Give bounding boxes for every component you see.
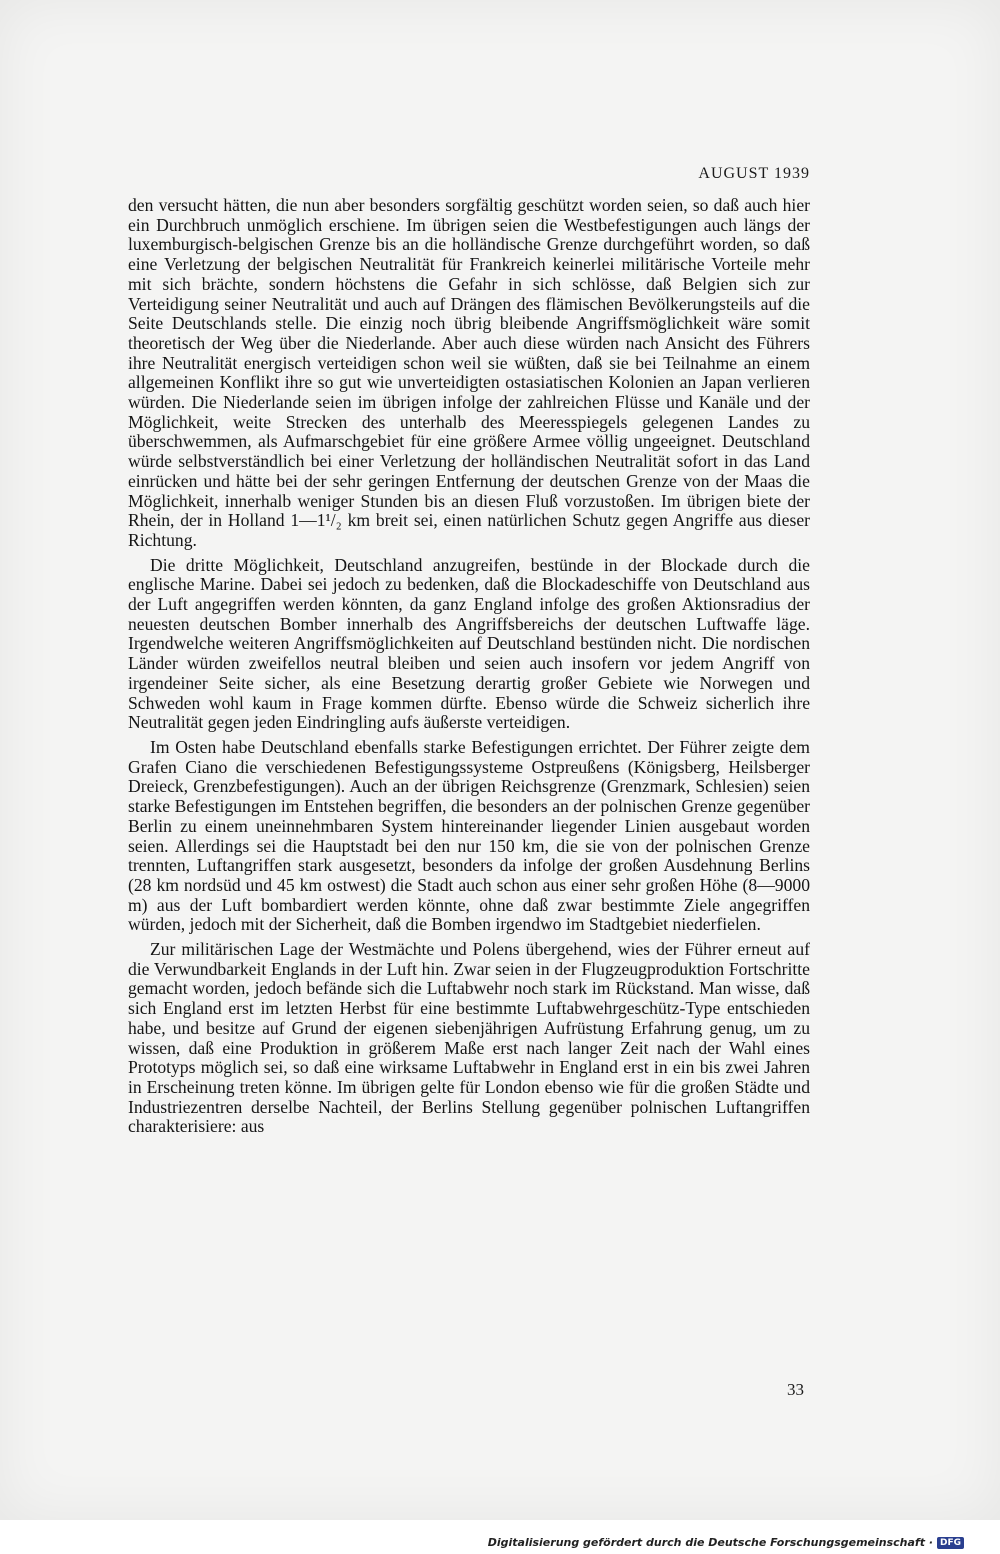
- dfg-logo-icon: DFG: [937, 1537, 964, 1549]
- body-text: [128, 196, 810, 1137]
- page-number: 33: [787, 1380, 804, 1399]
- paragraph-3: Im Osten habe Deutschland ebenfalls starke Befestigungen errichtet. Der Führer zeigte dem Grafen Ciano die verschiedenen Befestigungssysteme Ostpreußens (Königsberg, Heilsberger Dreieck, Grenzbefestigungen). Auch an der übrigen Reichsgrenze (Grenzmark, Schlesien) seien starke Befestigungen im Entstehen begriffen, die besonders an der polnischen Grenze gegenüber Berlin zu einem uneinnehmbaren System hintereinander liegender Linien ausgebaut worden seien. Allerdings sei die Hauptstadt bei den nur 150 km, die sie von der polnischen Grenze trennten, Luftangriffen stark ausgesetzt, besonders da infolge der großen Ausdehnung Berlins (28 km nordsüd und 45 km ostwest) die Stadt auch schon aus einer sehr großen Höhe (8—9000 m) aus der Luft bombardiert werden könnte, ohne daß zwar bestimmte Ziele angegriffen würden, jedoch mit der Sicherheit, daß die Bomben irgendwo im Stadtgebiet niederfielen.: [128, 736, 810, 935]
- paragraph-1: den versucht hätten, die nun aber besonders sorgfältig geschützt worden seien, so daß auch hier ein Durchbruch unmöglich erschiene. Im übrigen seien die Westbefestigungen auch längs der luxemburgisch-belgischen Grenze bis an die holländische Grenze durchgeführt worden, so daß eine Verletzung der belgischen Neutralität für Frankreich keinerlei militärische Vorteile mehr mit sich brächte, sondern höchstens die Gefahr in sich schlösse, daß Belgien sich zur Verteidigung seiner Neutralität und auch auf Drängen des flämischen Bevölkerungsteils auf die Seite Deutschlands stelle. Die einzig noch übrig bleibende Angriffsmöglichkeit wäre somit theoretisch der Weg über die Niederlande. Aber auch diese würden nach Ansicht des Führers ihre Neutralität energisch verteidigen schon weil sie wüßten, daß sie bei Teilnahme an einem allgemeinen Konflikt ihre so gut wie unverteidigten ostasiatischen Kolonien an Japan verlieren würden. Die Niederlande seien im übrigen infolge der zahlreichen Flüsse und Kanäle und der Möglichkeit, weite Strecken des unterhalb des Meeresspiegels gelegenen Landes zu überschwemmen, als Aufmarschgebiet für eine größere Armee völlig ungeeignet. Deutschland würde selbstverständlich bei einer Verletzung der holländischen Neutralität sofort in das Land einrücken und hätte bei der sehr geringen Entfernung der deutschen Grenze von der Maas die Möglichkeit, innerhalb weniger Stunden bis an diesen Fluß vorzustoßen. Im übrigen biete der Rhein, der in Holland 1—1¹/₂ km breit sei, einen natürlichen Schutz gegen Angriffe aus dieser Richtung.: [128, 195, 810, 550]
- paragraph-2: Die dritte Möglichkeit, Deutschland anzugreifen, bestünde in der Blockade durch die englische Marine. Dabei sei jedoch zu bedenken, daß die Blockadeschiffe von Deutschland aus der Luft angegriffen werden könnten, da ganz England infolge des großen Aktionsradius der neuesten deutschen Bomber innerhalb des Angriffsbereichs der deutschen Luftwaffe läge. Irgendwelche weiteren Angriffsmöglichkeiten auf Deutschland bestünden nicht. Die nordischen Länder würden zweifellos neutral bleiben und seien auch insofern vor jedem Angriff von irgendeiner Seite sicher, als eine Besetzung derartig großer Gebiete wie Norwegen und Schweden wohl kaum in Frage kommen dürfte. Ebenso würde die Schweiz sicherlich ihre Neutralität gegen jeden Eindringling aufs äußerste verteidigen.: [128, 554, 810, 733]
- paragraph-4: Zur militärischen Lage der Westmächte und Polens übergehend, wies der Führer erneut auf die Verwundbarkeit Englands in der Luft hin. Zwar seien in der Flugzeugproduktion Fortschritte gemacht worden, jedoch befände sich die Luftabwehr noch stark im Rückstand. Man wisse, daß sich England erst im letzten Herbst für eine bestimmte Luftabwehrgeschütz-Type entschieden habe, und besitze auf Grund der eigenen siebenjährigen Aufrüstung Erfahrung genug, um zu wissen, daß eine Produktion in größerem Maße erst nach langer Zeit nach der Wahl eines Prototyps möglich sei, so daß eine wirksame Luftabwehr in England erst in ein bis zwei Jahren in Erscheinung treten könne. Im übrigen gelte für London ebenso wie für die großen Städte und Industriezentren derselbe Nachteil, der Berlins Stellung gegenüber polnischen Luftangriffen charakterisiere: aus: [128, 939, 810, 1137]
- running-header: AUGUST 1939: [698, 165, 810, 182]
- digitization-credit: [488, 1536, 964, 1549]
- credit-text: Digitalisierung gefördert durch die Deutsche Forschungsgemeinschaft ·: [487, 1536, 933, 1549]
